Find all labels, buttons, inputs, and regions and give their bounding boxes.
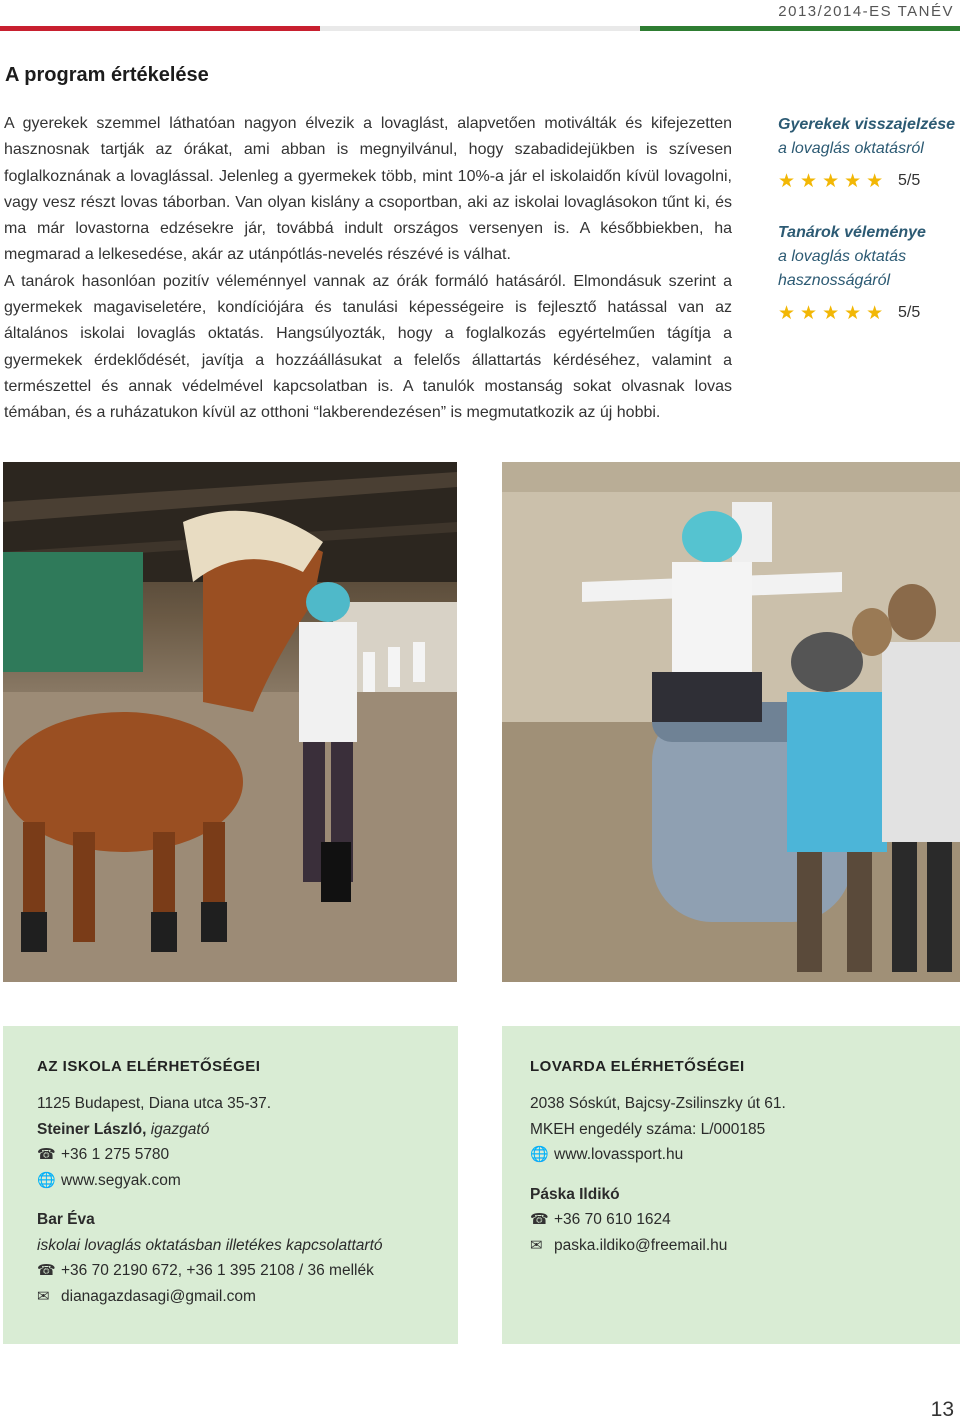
school-address: 1125 Budapest, Diana utca 35-37. bbox=[37, 1095, 272, 1112]
envelope-icon: ✉ bbox=[37, 1287, 50, 1305]
rating-sidebar bbox=[778, 113, 960, 325]
stable-contact-phone bbox=[530, 1207, 960, 1233]
director-role: igazgató bbox=[150, 1120, 210, 1138]
rating-block-teachers bbox=[778, 221, 960, 325]
school-contact-box bbox=[3, 1026, 458, 1344]
school-contact-phone bbox=[37, 1258, 458, 1284]
director-name: Steiner László, bbox=[37, 1120, 147, 1138]
paragraph-1: A gyerekek szemmel láthatóan nagyon élvezik a lovaglást, alapvetően motiválták és kifejezetten hasznosnak tartják az órákat, ami abban is megnyilvánul, hogy szabadidejükben is szívesen foglalkoznának a lovaglással. Jelenleg a gyermekek több, mint 10%-a jár el iskolaidőn kívül lovagolni, vagy vesz részt lovas táborban. Van olyan kislány a csoportban, aki az iskolai lovaglásokon tűnt ki, és ma már lovastorna edzésekre jár, továbbá indult országos versenyen is. A későbbiekben, ha megmarad a lelkesedése, akár az utánpótlás-nevelés részévé is válhat. bbox=[4, 115, 732, 264]
stable-phone-number: +36 70 610 1624 bbox=[554, 1211, 671, 1228]
stable-contact-title: LOVARDA ELÉRHETŐSÉGEI bbox=[530, 1058, 745, 1075]
school-contact-name: Bar Éva bbox=[37, 1211, 95, 1228]
school-web-link[interactable]: www.segyak.com bbox=[61, 1171, 181, 1189]
rating-title: Tanárok véleménye bbox=[778, 224, 926, 241]
phone-icon: ☎ bbox=[37, 1262, 56, 1279]
paragraph-2: A tanárok hasonlóan pozitív véleménnyel vannak az órák formáló hatásáról. Elmondásuk szerint a gyermekek magaviseletére, kondíciójára és tanulási képességeire is fejlesztő hatással van az általános iskolai lovaglás oktatás. Hangsúlyozták, hogy a foglalkozás egyértelműen tágítja a gyermekek érdeklődését, javítja a hozzáállásukat a felelős állattartás kérdéséhez, valamint a természettel és annak védelmével kapcsolatban is. A tanulók mostanság sokat olvasnak lovas témában, és a ruházatukon kívül az otthoni “lakberendezésen” is megmutatkozik az új hobbi. bbox=[4, 272, 732, 422]
school-email-link[interactable]: dianagazdasagi@gmail.com bbox=[61, 1287, 256, 1305]
envelope-icon: ✉ bbox=[530, 1236, 543, 1254]
rating-subtitle: a lovaglás oktatás bbox=[778, 248, 907, 265]
main-text bbox=[4, 111, 732, 427]
stable-license: MKEH engedély száma: L/000185 bbox=[530, 1120, 766, 1138]
school-contact-role: iskolai lovaglás oktatásban illetékes kapcsolattartó bbox=[37, 1236, 383, 1254]
stable-web-link[interactable]: www.lovassport.hu bbox=[554, 1146, 684, 1163]
school-contact-phone-number: +36 70 2190 672, +36 1 395 2108 / 36 mellék bbox=[61, 1262, 374, 1279]
school-director bbox=[37, 1117, 458, 1143]
star-rating-icon: ★★★★★ bbox=[778, 170, 889, 192]
photo-horse-with-child bbox=[3, 462, 457, 982]
school-contact-email bbox=[37, 1284, 458, 1310]
rating-block-children bbox=[778, 113, 960, 193]
stable-contact-name: Páska Ildikó bbox=[530, 1185, 620, 1203]
rating-score: 5/5 bbox=[898, 172, 921, 189]
school-phone bbox=[37, 1142, 458, 1168]
page-number: 13 bbox=[930, 1398, 954, 1421]
star-rating-icon: ★★★★★ bbox=[778, 302, 889, 324]
stable-contact-box bbox=[502, 1026, 960, 1344]
globe-icon: 🌐 bbox=[37, 1171, 56, 1189]
phone-icon: ☎ bbox=[37, 1146, 56, 1163]
school-web bbox=[37, 1168, 458, 1194]
rating-title: Gyerekek visszajelzése bbox=[778, 116, 956, 133]
school-contact-title: AZ ISKOLA ELÉRHETŐSÉGEI bbox=[37, 1058, 261, 1075]
phone-icon: ☎ bbox=[530, 1211, 549, 1228]
rating-subtitle: hasznosságáról bbox=[778, 272, 891, 289]
stable-web bbox=[530, 1142, 960, 1168]
header-year: 2013/2014-ES TANÉV bbox=[778, 3, 954, 20]
stable-contact-email bbox=[530, 1233, 960, 1259]
globe-icon: 🌐 bbox=[530, 1146, 549, 1163]
stable-email-link[interactable]: paska.ildiko@freemail.hu bbox=[554, 1236, 728, 1254]
header-rule bbox=[0, 26, 960, 31]
stable-address: 2038 Sóskút, Bajcsy-Zsilinszky út 61. bbox=[530, 1095, 786, 1112]
school-phone-number: +36 1 275 5780 bbox=[61, 1146, 170, 1163]
rating-score: 5/5 bbox=[898, 304, 921, 321]
rating-subtitle: a lovaglás oktatásról bbox=[778, 140, 924, 157]
photo-child-vaulting-barrel bbox=[502, 462, 960, 982]
section-title: A program értékelése bbox=[5, 64, 209, 86]
